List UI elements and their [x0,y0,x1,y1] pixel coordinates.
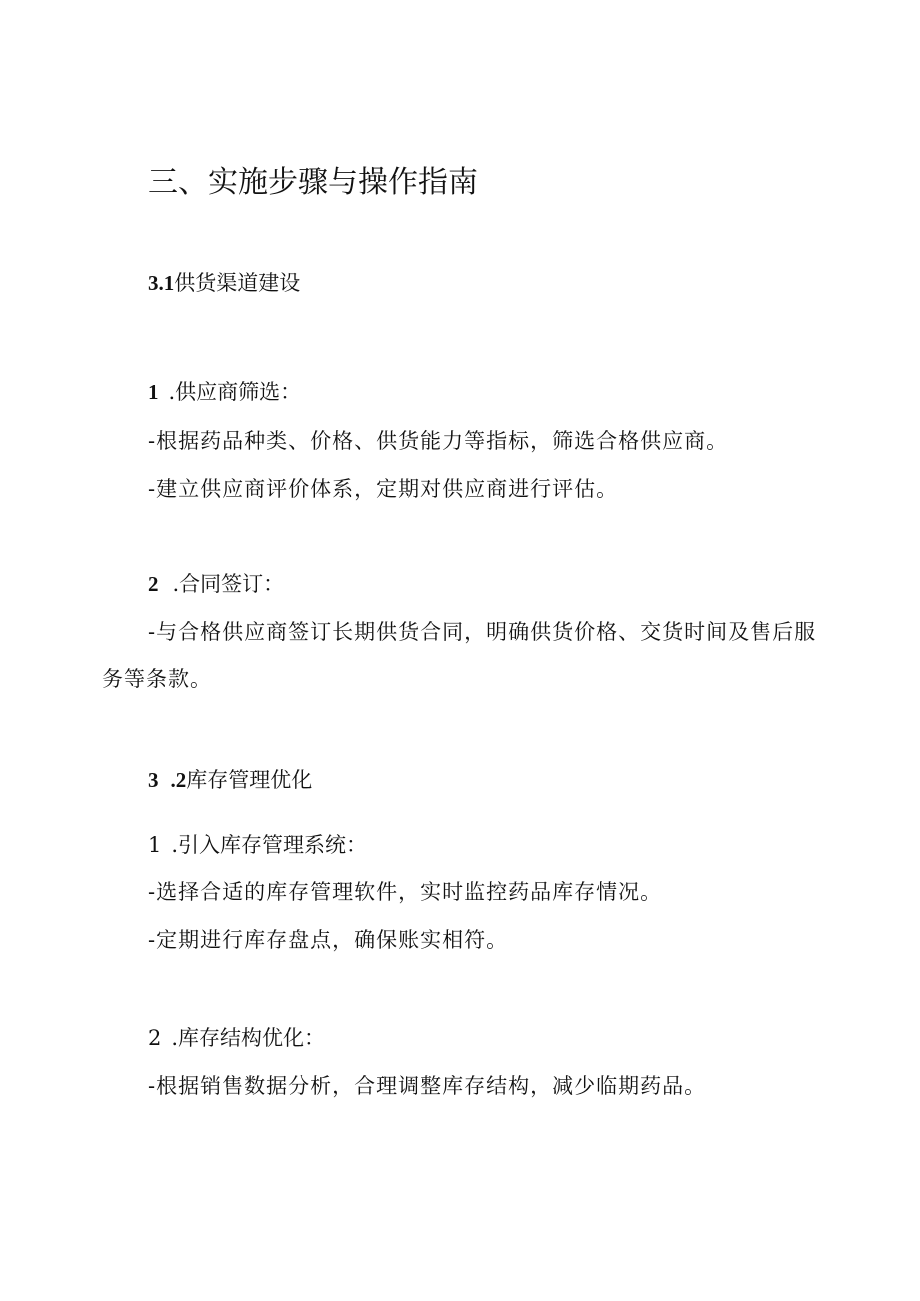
item-label: .合同签订： [172,572,285,596]
item-heading-inventory-system [148,835,367,856]
subsection-title: 库存管理优化 [186,768,313,792]
item-number: 2 [148,572,159,596]
item-label: .供应商筛选： [168,380,302,404]
item-number: 1 [148,380,159,404]
bullet-text: -选择合适的库存管理软件，实时监控药品库存情况。 [148,880,663,904]
subsection-title: 供货渠道建设 [174,271,301,295]
item-label: .引入库存管理系统： [171,833,368,857]
bullet-text: -与合格供应商签订长期供货合同，明确供货价格、交货时间及售后服 [148,620,817,644]
bullet-text: -根据销售数据分析，合理调整库存结构，减少临期药品。 [148,1074,707,1098]
item-label: .库存结构优化： [171,1026,326,1050]
bullet-text: -根据药品种类、价格、供货能力等指标，筛选合格供应商。 [148,429,729,453]
item-number: 1 [148,833,162,857]
bullet-text: -定期进行库存盘点，确保账实相符。 [148,928,509,952]
bullet-text: -建立供应商评价体系，定期对供应商进行评估。 [148,477,619,501]
subsection-number-suffix: .2 [170,768,187,792]
item-heading-contract-signing [148,574,284,595]
subsection-heading-3-2 [148,770,312,791]
item-heading-supplier-screening [148,382,301,403]
subsection-number: 3.1 [148,271,175,295]
bullet-text-continued: 务等条款。 [102,667,212,691]
item-heading-inventory-structure [148,1028,325,1049]
subsection-number: 3 [148,768,159,792]
section-title: 三、实施步骤与操作指南 [148,165,478,200]
item-number: 2 [148,1026,162,1050]
subsection-heading-3-1 [148,273,300,294]
